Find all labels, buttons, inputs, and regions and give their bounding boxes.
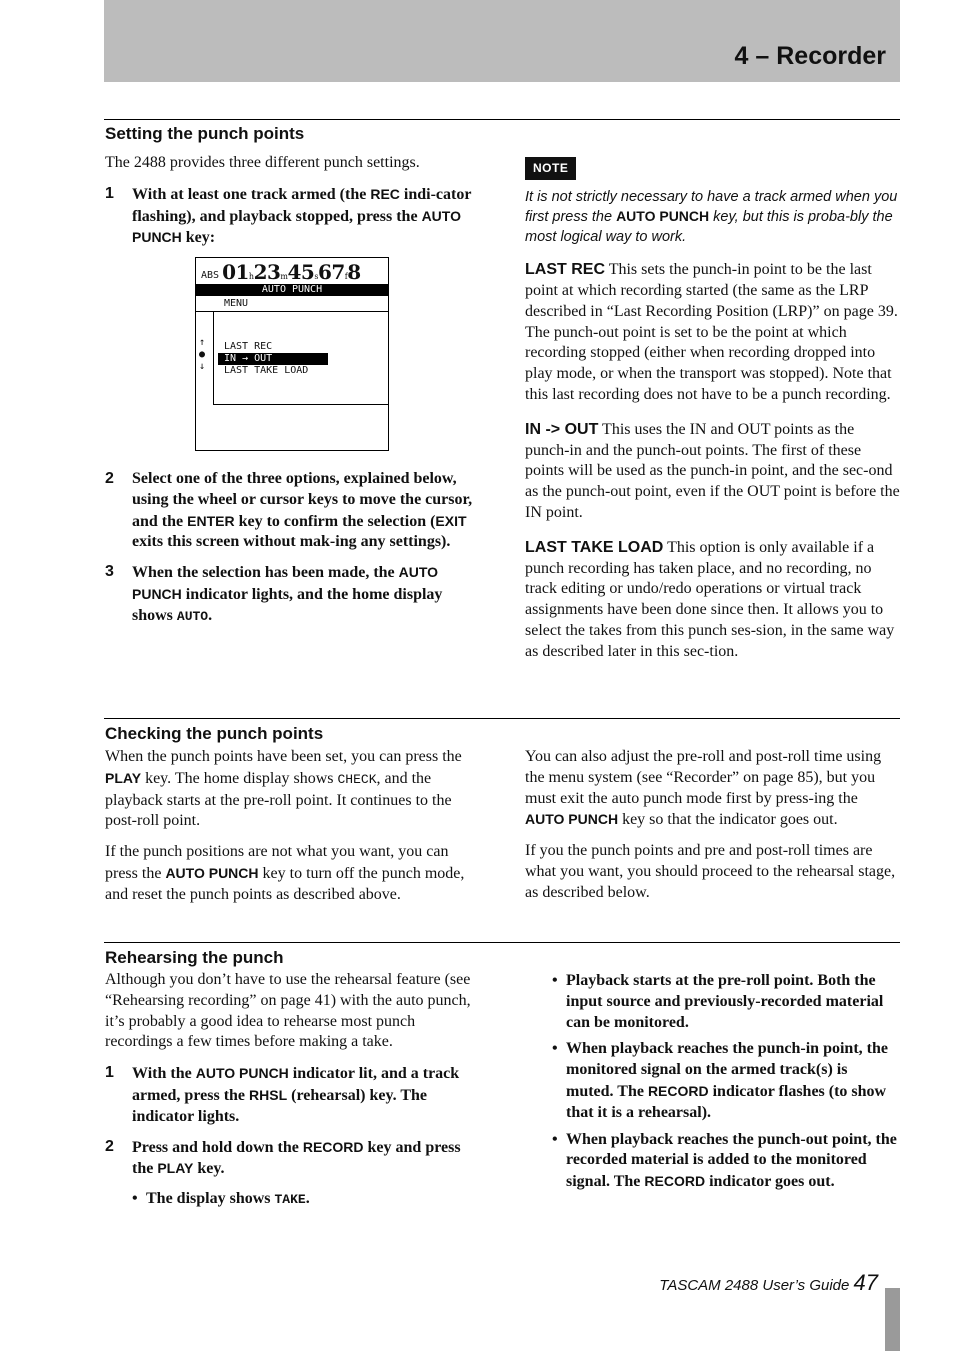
key-label: AUTO PUNCH xyxy=(195,1065,289,1082)
key-label: EXIT xyxy=(435,512,467,529)
thumb-tab xyxy=(885,1288,900,1351)
lcd-frame xyxy=(213,404,388,405)
paragraph: When the punch points have been set, you can press the PLAY key. The home display shows CHECK, and the playback starts at the pre-roll point. It continues to the post-roll point. xyxy=(105,748,462,830)
key-label: ENTER xyxy=(187,512,235,529)
in-out-description: IN -> OUT This uses the IN and OUT points as the punch-in and the punch-out points. The first of these points will be used as the punch-in point, and the sec-ond as the punch-out point, even if the OUT point is before the IN point. xyxy=(525,420,900,522)
lcd-item-last-take-load: LAST TAKE LOAD xyxy=(224,365,309,376)
display-text: AUTO xyxy=(176,608,209,624)
section-divider xyxy=(104,942,900,943)
header-band xyxy=(104,0,900,82)
key-label: RECORD xyxy=(644,1173,706,1190)
note-text: It is not strictly necessary to have a track armed when you first press the AUTO PUNCH key, but this is proba-bly the most logical way to work. xyxy=(525,188,898,245)
step-1: 1 With at least one track armed (the REC indi-cator flashing), and playback stopped, press the AUTO PUNCH key: xyxy=(105,184,472,247)
left-column-steps xyxy=(105,469,477,637)
right-column-setting xyxy=(525,157,901,673)
step-2: 2 Press and hold down the RECORD key and press the PLAY key. xyxy=(105,1137,461,1178)
step-number: 1 xyxy=(105,184,114,202)
section-heading-setting: Setting the punch points xyxy=(105,124,305,143)
chapter-title: 4 – Recorder xyxy=(734,42,886,70)
down-arrow-icon: ↓ xyxy=(199,361,206,372)
paragraph: If you the punch points and pre and post-roll times are what you want, you should proceed to the rehearsal stage, as described below. xyxy=(525,842,896,901)
footer-title: TASCAM 2488 User’s Guide xyxy=(659,1277,850,1294)
key-label: RECORD xyxy=(302,1138,364,1155)
bullet-item: • When playback reaches the punch-out point, the recorded material is added to the monitored signal. The RECORD indicator goes out. xyxy=(552,1130,897,1191)
paragraph: If the punch positions are not what you want, you can press the AUTO PUNCH key to turn off the punch mode, and reset the punch points as described above. xyxy=(105,843,465,903)
note-badge: NOTE xyxy=(525,157,576,180)
lcd-timecode: ABS 01h23m45s67f8 xyxy=(201,260,361,284)
lcd-menu-label: MENU xyxy=(224,298,249,309)
left-column-setting xyxy=(105,153,477,258)
last-rec-description: LAST REC This sets the punch-in point to be the last point at which recording started (the same as the LRP described in “Last Recording Position (LRP)” on page 39. The punch-out point is set to be the point at which recording stopped (either when recording dropped into play mode, or when the transport was stopped). Note that this last recording does not have to be a punch recording. xyxy=(525,261,898,404)
bullet-item: • When playback reaches the punch-in point, the monitored signal on the armed track(s) is muted. The RECORD indicator flashes (to show that it is a rehearsal). xyxy=(552,1040,888,1121)
lcd-item-last-rec: LAST REC xyxy=(224,341,273,352)
bullet-item: • Playback starts at the pre-roll point. Both the input source and previously-recorded material can be monitored. xyxy=(552,972,884,1031)
right-column-checking xyxy=(525,747,901,914)
step-2: 2 Select one of the three options, explained below, using the wheel or cursor keys to move the cursor, and the ENTER key to confirm the selection (EXIT exits this screen without mak-ing any settings). xyxy=(105,470,473,551)
paragraph: You can also adjust the pre-roll and post-roll time using the menu system (see “Recorder” on page 85), but you must exit the auto punch mode first by press-ing the AUTO PUNCH key so that the indicator goes out. xyxy=(525,748,882,829)
bullet-item: • The display shows TAKE. xyxy=(132,1189,477,1211)
section-heading-rehearsing: Rehearsing the punch xyxy=(105,948,284,967)
step-3: 3 When the selection has been made, the AUTO PUNCH indicator lights, and the home display shows AUTO. xyxy=(105,563,443,624)
bullet-icon: • xyxy=(552,1130,558,1148)
left-column-rehearsing xyxy=(105,970,477,1217)
section-divider xyxy=(104,718,900,719)
display-text: TAKE xyxy=(274,1192,306,1208)
option-term: LAST TAKE LOAD xyxy=(525,538,664,556)
display-text: CHECK xyxy=(337,771,377,787)
intro-text: The 2488 provides three different punch settings. xyxy=(105,154,420,171)
key-label: REC xyxy=(370,185,400,202)
right-column-rehearsing xyxy=(552,971,898,1199)
key-label: PLAY xyxy=(157,1160,194,1177)
last-take-description: LAST TAKE LOAD This option is only available if a punch recording has taken place, and no recording, no track editing or undo/redo operations or virtual track assignments have been done since then. It allows you to select the takes from this punch ses-sion, in the same way as described later in this sec-tion. xyxy=(525,538,895,660)
key-label: AUTO PUNCH xyxy=(616,208,710,225)
bullet-icon: • xyxy=(132,1190,138,1208)
section-heading-checking: Checking the punch points xyxy=(105,724,324,743)
key-label: RHSL xyxy=(249,1086,288,1103)
option-term: IN -> OUT xyxy=(525,420,599,438)
lcd-title-band: AUTO PUNCH xyxy=(196,284,388,296)
key-label: AUTO PUNCH xyxy=(525,811,619,828)
wheel-icon: ● xyxy=(199,349,206,360)
lcd-divider xyxy=(196,311,388,312)
footer xyxy=(659,1270,878,1296)
step-1: 1 With the AUTO PUNCH indicator lit, and a track armed, press the RHSL (rehearsal) key. The indicator lights. xyxy=(105,1064,460,1125)
bullet-icon: • xyxy=(552,972,558,989)
lcd-item-in-out: IN → OUT xyxy=(218,353,328,365)
up-arrow-icon: ↑ xyxy=(199,337,206,348)
key-label: RECORD xyxy=(647,1082,709,1099)
key-label: AUTO PUNCH xyxy=(165,864,259,881)
left-column-checking xyxy=(105,747,480,916)
key-label: AUTO PUNCH xyxy=(132,207,461,246)
lcd-frame xyxy=(213,311,214,405)
lcd-display xyxy=(195,257,389,451)
page-number: 47 xyxy=(853,1270,878,1295)
key-label: AUTO PUNCH xyxy=(132,564,439,602)
section-divider xyxy=(104,119,900,120)
key-label: PLAY xyxy=(105,769,142,786)
option-term: LAST REC xyxy=(525,261,605,279)
bullet-icon: • xyxy=(552,1040,558,1058)
paragraph: Although you don’t have to use the rehearsal feature (see “Rehearsing recording” on page 41) with the auto punch, it’s probably a good idea to rehearse most punch recordings a few times before making a take. xyxy=(105,971,471,1051)
